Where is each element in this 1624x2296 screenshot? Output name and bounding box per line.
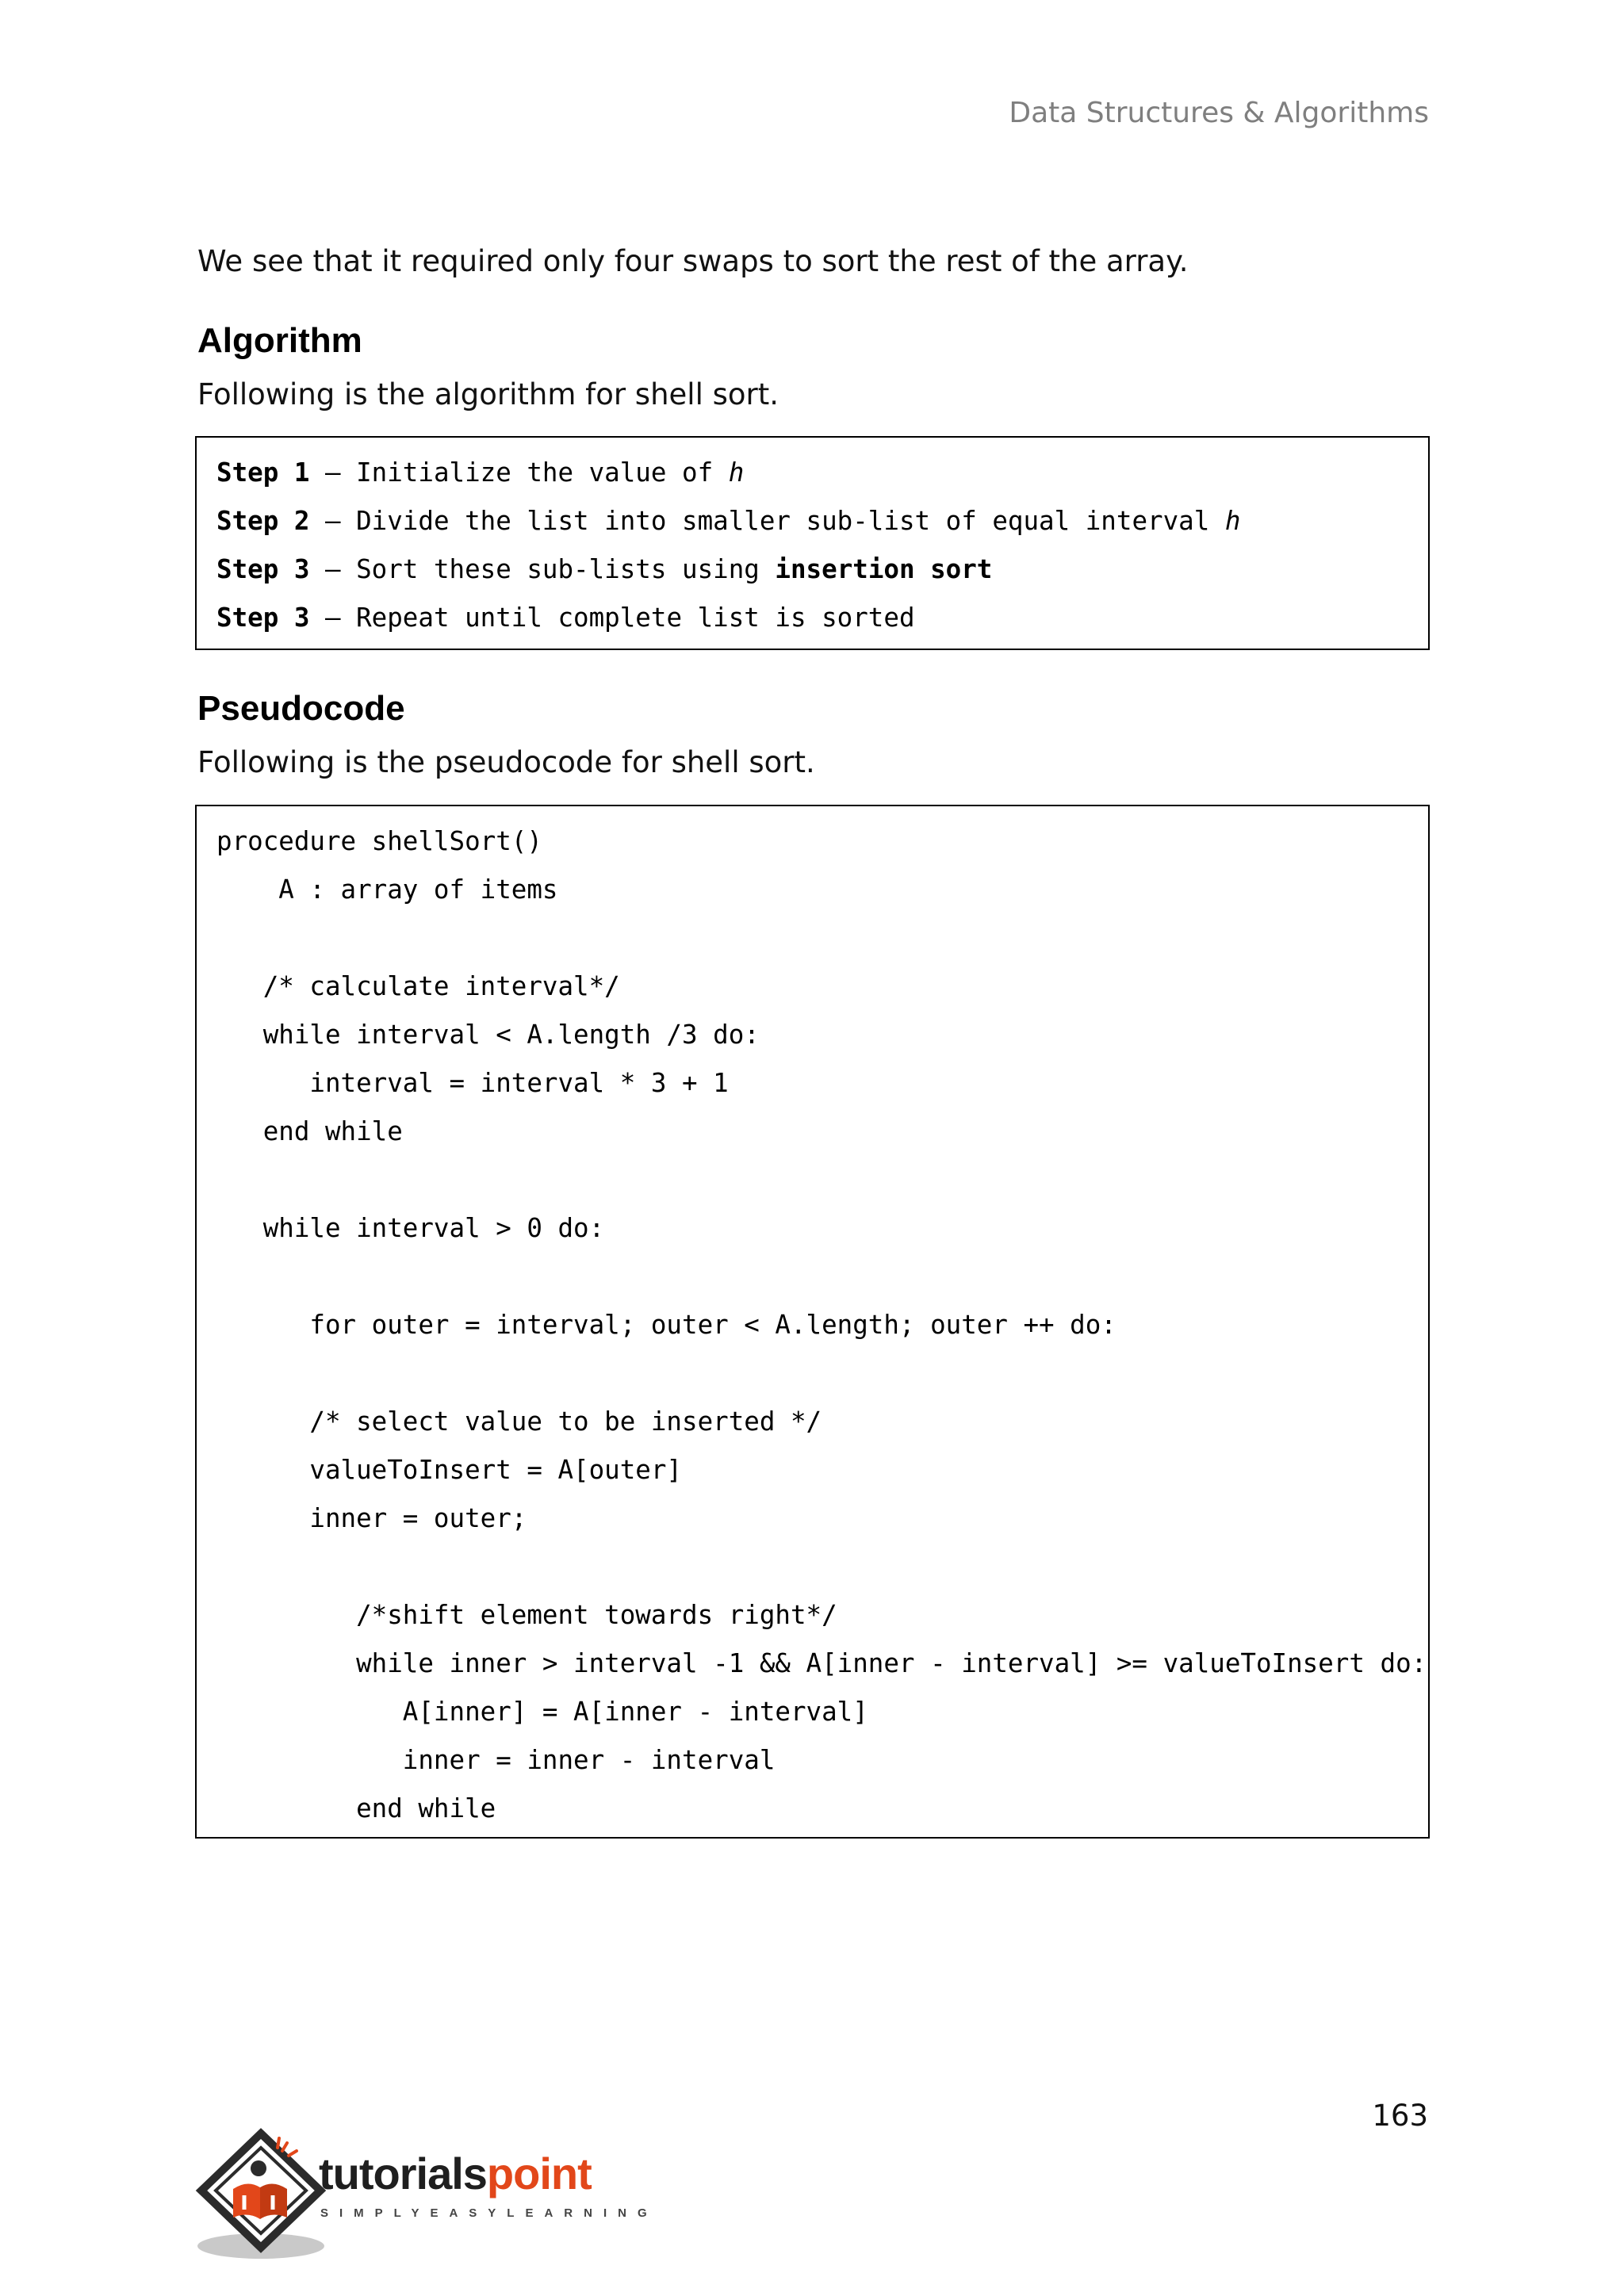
step-label: Step 1 bbox=[216, 457, 310, 488]
algorithm-step bbox=[216, 449, 744, 497]
logo-emblem-icon bbox=[193, 2127, 328, 2263]
code-line: for outer = interval; outer < A.length; outer ++ do: bbox=[216, 1310, 1116, 1340]
step-separator: – bbox=[309, 603, 357, 633]
code-line: procedure shellSort() bbox=[216, 826, 542, 856]
code-line: end while bbox=[216, 1793, 496, 1823]
code-line: inner = outer; bbox=[216, 1503, 527, 1533]
code-line: while inner > interval -1 && A[inner - interval] >= valueToInsert do: bbox=[216, 1648, 1427, 1678]
logo-tagline: SIMPLYEASYLEARNING bbox=[320, 2206, 658, 2220]
step-separator: – bbox=[309, 506, 357, 536]
step-text: Sort these sub-lists using bbox=[356, 554, 776, 584]
tutorialspoint-logo bbox=[193, 2127, 658, 2263]
pseudocode-intro: Following is the pseudocode for shell sort. bbox=[197, 745, 815, 779]
algorithm-step bbox=[216, 497, 1240, 545]
step-separator: – bbox=[309, 457, 357, 488]
code-line: interval = interval * 3 + 1 bbox=[216, 1068, 729, 1098]
step-label: Step 2 bbox=[216, 506, 310, 536]
intro-paragraph: We see that it required only four swaps to sort the rest of the array. bbox=[197, 244, 1189, 278]
running-header: Data Structures & Algorithms bbox=[1009, 97, 1429, 129]
code-line: A : array of items bbox=[216, 874, 558, 905]
algorithm-step bbox=[216, 594, 915, 642]
code-line: /* select value to be inserted */ bbox=[216, 1406, 822, 1437]
step-separator: – bbox=[309, 554, 357, 584]
code-line: valueToInsert = A[outer] bbox=[216, 1455, 682, 1485]
code-line: A[inner] = A[inner - interval] bbox=[216, 1697, 868, 1727]
step-emphasis: insertion sort bbox=[775, 554, 993, 584]
step-text: Repeat until complete list is sorted bbox=[356, 603, 915, 633]
step-emphasis: h bbox=[728, 457, 745, 488]
code-line: while interval < A.length /3 do: bbox=[216, 1020, 760, 1050]
logo-wordmark-dark: tutorials bbox=[319, 2149, 487, 2198]
step-emphasis: h bbox=[1224, 506, 1241, 536]
code-line: end while bbox=[216, 1116, 403, 1146]
algorithm-step bbox=[216, 545, 992, 594]
page-number: 163 bbox=[1372, 2099, 1428, 2133]
logo-wordmark-accent: point bbox=[486, 2149, 592, 2198]
logo-wordmark bbox=[319, 2146, 592, 2202]
step-label: Step 3 bbox=[216, 603, 310, 633]
pseudocode-box bbox=[195, 805, 1430, 1839]
step-text: Divide the list into smaller sub-list of equal interval bbox=[356, 506, 1225, 536]
code-line: /*shift element towards right*/ bbox=[216, 1600, 837, 1630]
pseudocode-heading: Pseudocode bbox=[197, 689, 405, 728]
algorithm-heading: Algorithm bbox=[197, 321, 362, 360]
code-line: /* calculate interval*/ bbox=[216, 971, 620, 1001]
step-label: Step 3 bbox=[216, 554, 310, 584]
algorithm-box bbox=[195, 436, 1430, 650]
algorithm-intro: Following is the algorithm for shell sort. bbox=[197, 377, 779, 411]
code-line: inner = inner - interval bbox=[216, 1745, 776, 1775]
step-text: Initialize the value of bbox=[356, 457, 729, 488]
code-line: while interval > 0 do: bbox=[216, 1213, 605, 1243]
